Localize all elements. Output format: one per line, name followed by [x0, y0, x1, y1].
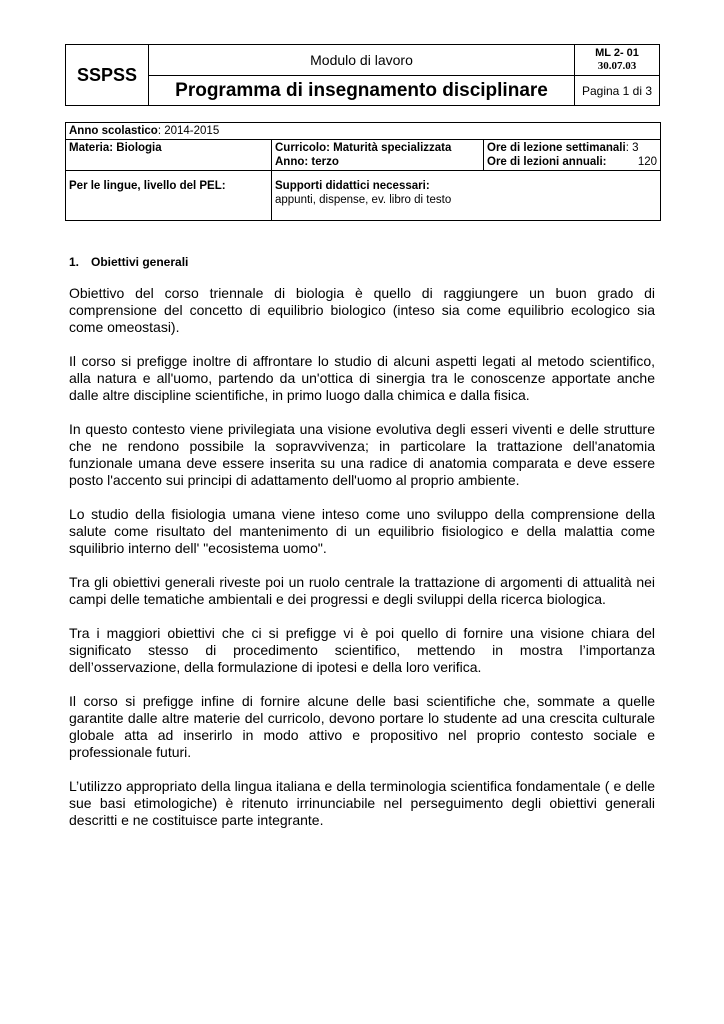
school-year-value: : 2014-2015	[157, 125, 220, 137]
paragraph: Tra i maggiori obiettivi che ci si prefigge vi è poi quello di fornire una visione chiara del significato stesso di procedimento scientifico, mettendo in mostra l’importanza dell’osservazione, della formulazione di ipotesi e della loro verifica.	[69, 625, 655, 675]
subject-cell: Materia: Biologia	[66, 140, 272, 171]
document-date: 30.07.03	[597, 60, 637, 72]
document-body	[69, 255, 655, 846]
school-year-label: Anno scolastico	[69, 125, 158, 137]
paragraph: L’utilizzo appropriato della lingua italiana e della terminologia scientifica fondamentale ( e delle sue basi etimologiche) è ritenuto irrinunciabile nel perseguimento degli obiettivi generali descritti e ne costituisce parte integrante.	[69, 778, 655, 828]
page-number: Pagina 1 di 3	[575, 76, 660, 106]
paragraph: Obiettivo del corso triennale di biologia è quello di raggiungere un buon grado di comprensione del concetto di equilibrio biologico (inteso sia come equilibrio ecologico sia come omeostasi).	[69, 285, 655, 335]
section-heading	[69, 255, 655, 270]
school-logo-text: SSPSS	[66, 45, 149, 106]
document-code	[575, 45, 660, 76]
annual-hours-value: 120	[637, 156, 657, 168]
hours-cell	[484, 140, 661, 171]
curriculum-value: : Maturità specializzata	[326, 142, 452, 154]
paragraph: In questo contesto viene privilegiata una visione evolutiva degli esseri viventi e delle strutture che ne rendono possibile la sopravvivenza; in particolare la trattazione dell'anatomia funzionale umana deve essere inserita su una radice di anatomia comparata e deve essere posto l'accento sui principi di adattamento dell'uomo al proprio ambiente.	[69, 421, 655, 488]
paragraph: Lo studio della fisiologia umana viene inteso come uno sviluppo della comprensione della salute come risultato del mantenimento di un equilibrio fisiologico e della malattia come squilibrio interno dell' "ecosistema uomo".	[69, 506, 655, 556]
document-title: Programma di insegnamento disciplinare	[149, 76, 575, 106]
course-info-table	[65, 122, 661, 221]
teaching-materials-label: Supporti didattici necessari:	[275, 180, 430, 192]
language-level-cell: Per le lingue, livello del PEL:	[66, 171, 272, 221]
paragraph: Tra gli obiettivi generali riveste poi un ruolo centrale la trattazione di argomenti di attualità nei campi delle tematiche ambientali e dei progressi e degli sviluppi della ricerca biologica.	[69, 574, 655, 607]
paragraph: Il corso si prefigge infine di fornire alcune delle basi scientifiche che, sommate a quelle garantite dalle altre materie del curricolo, devono portare lo studente ad una crescita culturale globale atta ad inserirlo in modo attivo e propositivo nel proprio contesto sociale e professionale futuri.	[69, 693, 655, 760]
curriculum-label: Curricolo	[275, 142, 327, 154]
document-subtitle: Modulo di lavoro	[149, 45, 575, 76]
weekly-hours-value: : 3	[625, 142, 639, 154]
section-number: 1.	[69, 255, 80, 269]
weekly-hours-label: Ore di lezione settimanali	[487, 142, 626, 154]
paragraph: Il corso si prefigge inoltre di affrontare lo studio di alcuni aspetti legati al metodo scientifico, alla natura e all'uomo, partendo da un'ottica di sinergia tra le conoscenze apportate anche dalle altre discipline scientifiche, in primo luogo dalla chimica e dalla fisica.	[69, 353, 655, 403]
annual-hours-label: Ore di lezioni annuali:	[487, 156, 607, 168]
course-year: Anno: terzo	[275, 156, 339, 168]
school-year-cell	[66, 123, 661, 140]
code-value: ML 2- 01	[595, 47, 639, 59]
curriculum-cell	[272, 140, 484, 171]
teaching-materials-cell	[272, 171, 661, 221]
document-header	[65, 44, 660, 106]
section-title: Obiettivi generali	[91, 255, 189, 269]
teaching-materials-value: appunti, dispense, ev. libro di testo	[275, 194, 452, 206]
